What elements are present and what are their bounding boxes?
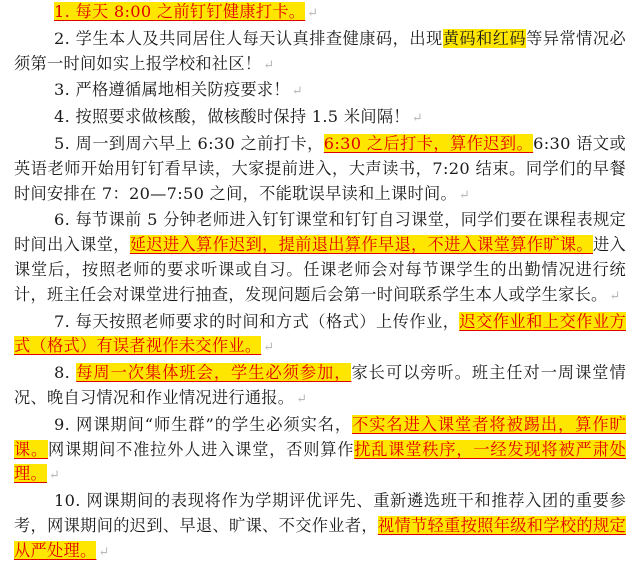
text-run: 5. 周一到周六早上 6:30 之前打卡， [54, 133, 324, 153]
text-run: 10. 网课期间的表现将作为学期评优评先、重新遴选班干和推荐入团的重要参考，网课期间的迟到、早退、旷课、不交作业者， [14, 491, 626, 535]
red-emphasis-text: 6:30 之后打卡，算作迟到。 [323, 133, 534, 153]
paragraph-mark-icon: ↵ [98, 544, 110, 560]
paragraph-6 [14, 208, 626, 309]
text-run: 8. [54, 363, 77, 383]
highlighted-text: 黄码和红码 [442, 28, 527, 48]
paragraph-mark-icon: ↵ [609, 288, 621, 304]
paragraph-mark-icon: ↵ [458, 187, 471, 203]
text-run: 9. 网课期间“师生群”的学生必须实名， [54, 414, 353, 434]
red-emphasis-text: 扰乱课堂秩序，一经发现将被严肃处理。 [14, 439, 626, 484]
paragraph-mark-icon: ↵ [307, 6, 319, 21]
text-run: 网课期间不准拉外人进入课堂，否则算作 [48, 439, 355, 459]
red-emphasis-text: 每周一次集体班会，学生必须参加， [76, 363, 352, 383]
paragraph-3 [14, 78, 626, 105]
paragraph-mark-icon: ↵ [263, 340, 275, 356]
paragraph-mark-icon: ↵ [296, 391, 308, 407]
text-run: 等异常情况必须第一时间如实上报学校和社区！ [14, 28, 627, 73]
paragraph-mark-icon: ↵ [48, 468, 61, 484]
paragraph-4 [14, 105, 626, 132]
red-emphasis-text: 延迟进入算作迟到，提前退出算作早退，不进入课堂算作旷课。 [129, 235, 593, 255]
text-run: 3. 严格遵循属地相关防疫要求！ [54, 80, 290, 100]
paragraph-1 [14, 0, 626, 27]
text-run: 进入课堂后，按照老师的要求听课或自习。任课老师会对每节课学生的出勤情况进行统计，班主任会对课堂进行抽查，发现问题后会第一时间联系学生本人或学生家长。 [14, 235, 626, 304]
text-run: 家长可以旁听。班主任对一周课堂情况、晚自习情况和作业情况进行通报。 [14, 363, 626, 407]
red-emphasis-text: 不实名进入课堂者将被踢出，算作旷课。 [14, 414, 626, 459]
red-emphasis-text: 迟交作业和上交作业方式（格式）有误者视作未交作业。 [14, 311, 627, 356]
text-run: 7. 每天按照老师要求的时间和方式（格式）上传作业， [54, 311, 460, 331]
text-run: 6. 每节课前 5 分钟老师进入钉钉课堂和钉钉自习课堂，同学们要在课程表规定时间出入课堂， [14, 210, 626, 255]
paragraph-7 [14, 310, 626, 362]
text-run: 2. 学生本人及共同居住人每天认真排查健康码，出现 [54, 28, 443, 48]
paragraph-5 [14, 132, 626, 208]
text-run: 4. 按照要求做核酸，做核酸时保持 1.5 米间隔！ [54, 107, 410, 127]
text-run: 6:30 语文或英语老师开始用钉钉看早读，大家提前进入，大声读书，7:20 结束。同学们的早餐时间安排在 7：20—7:50 之间，不能耽误早读和上课时间。 [14, 133, 627, 203]
paragraph-mark-icon: ↵ [263, 57, 275, 73]
red-emphasis-text: 1. 每天 8:00 之前钉钉健康打卡。 [54, 2, 306, 21]
paragraph-mark-icon: ↵ [411, 111, 424, 127]
paragraph-9 [14, 413, 626, 489]
paragraph-2 [14, 27, 626, 79]
red-emphasis-text: 视情节轻重按照年级和学校的规定从严处理。 [14, 515, 626, 560]
paragraph-8 [14, 361, 626, 413]
paragraph-10 [14, 489, 626, 565]
paragraph-mark-icon: ↵ [291, 84, 304, 100]
